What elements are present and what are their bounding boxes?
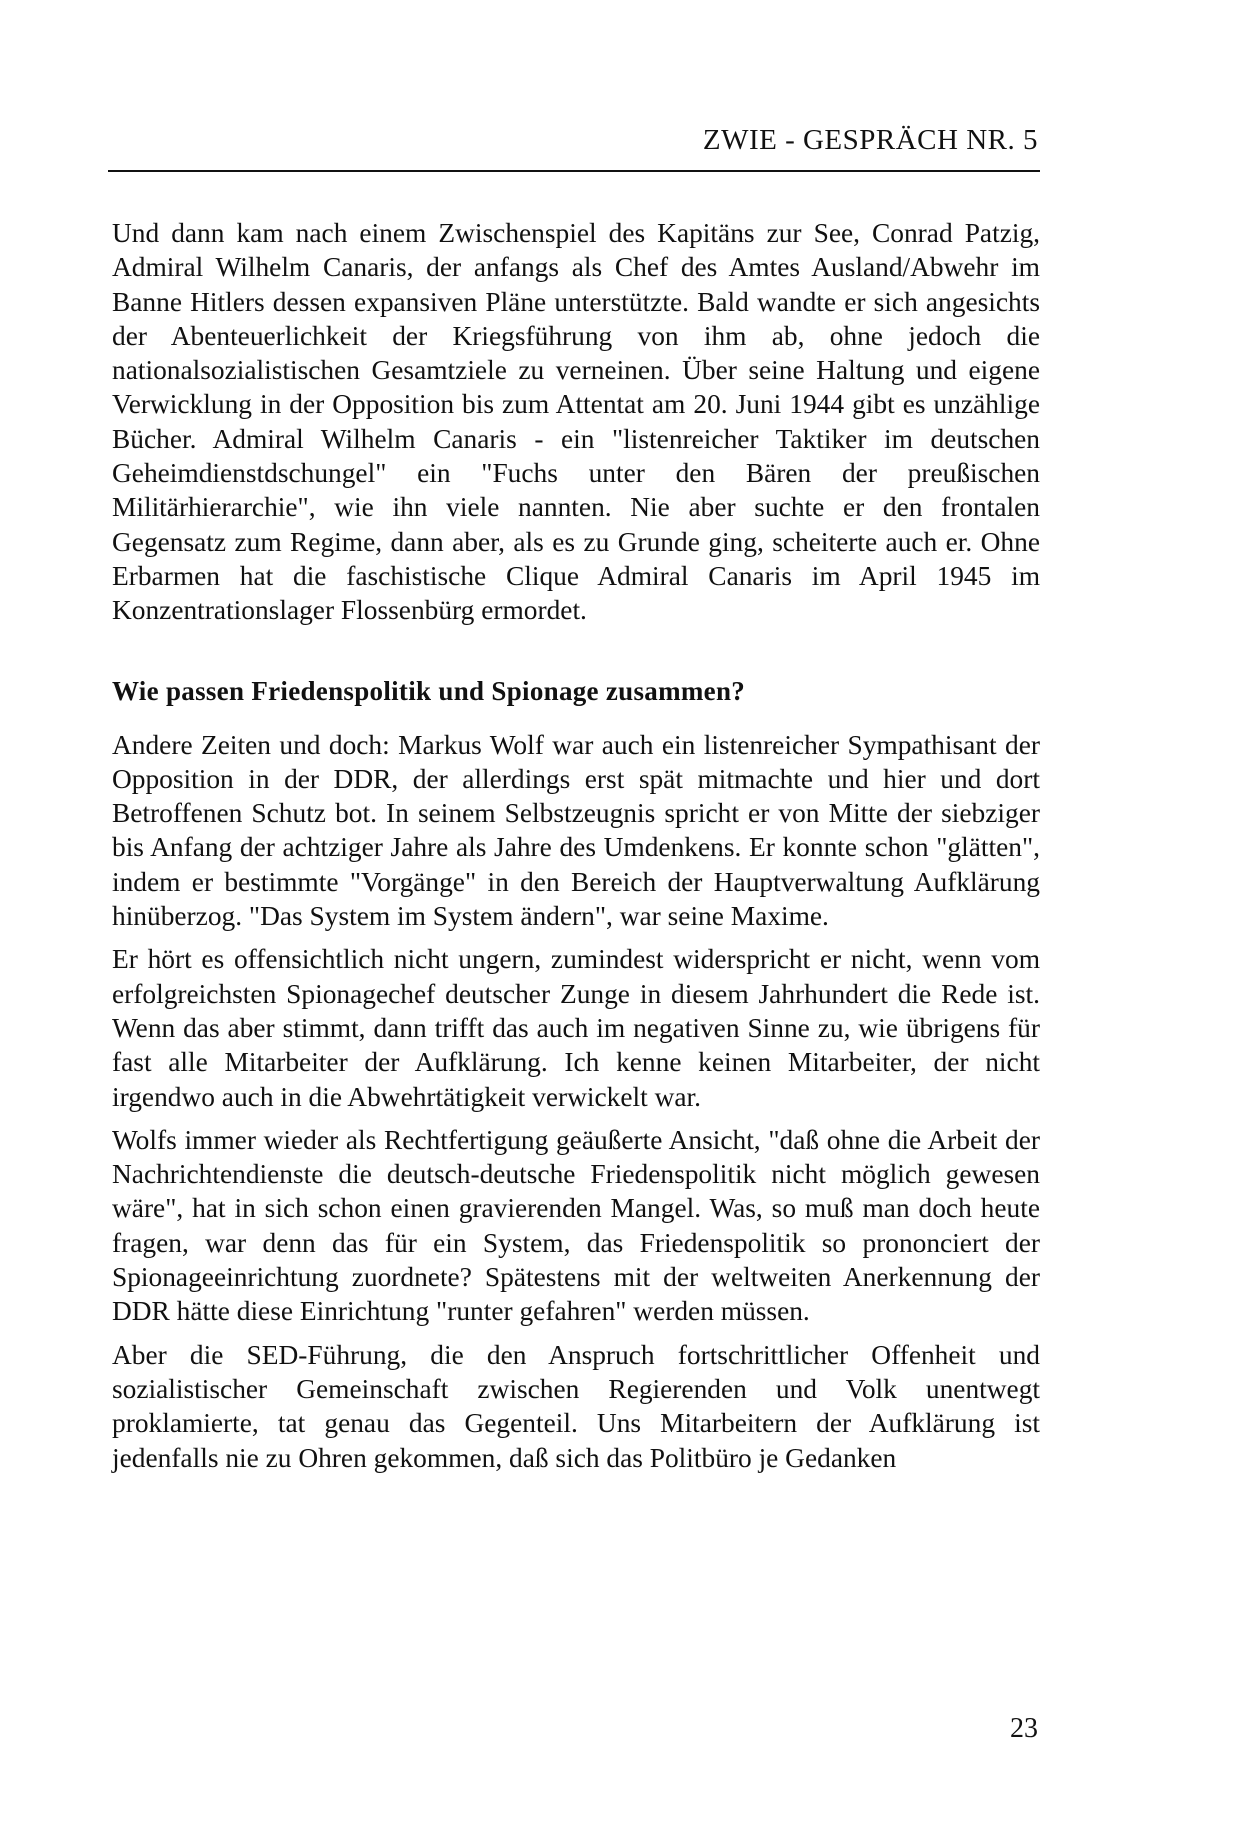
paragraph-markus-wolf: Andere Zeiten und doch: Markus Wolf war auch ein listenreicher Sympathisant der Opposition in der DDR, der allerdings erst spät mitmachte und hier und dort Betroffenen Schutz bot. In seinem Selbstzeugnis spricht er von Mitte der siebziger bis Anfang der achtziger Jahre als Jahre des Umdenkens. Er konnte schon "glätten", indem er bestimmte "Vorgänge" in den Bereich der Hauptverwaltung Aufklärung hinüberzog. "Das System im System ändern", war seine Maxime. [112,729,1040,932]
page-header [108,120,1040,172]
section-heading: Wie passen Friedenspolitik und Spionage zusammen? [112,675,746,706]
page-number: 23 [1010,1713,1038,1744]
page-content [112,216,1040,1484]
paragraph-canaris: Und dann kam nach einem Zwischenspiel des Kapitäns zur See, Conrad Patzig, Admiral Wilhelm Canaris, der anfangs als Chef des Amtes Ausland/Abwehr im Banne Hitlers dessen expansiven Pläne unterstützte. Bald wandte er sich angesichts der Abenteuerlichkeit der Kriegsführung von ihm ab, ohne jedoch die nationalsozialistischen Gesamtziele zu verneinen. Über seine Haltung und eigene Verwicklung in der Opposition bis zum Attentat am 20. Juni 1944 gibt es unzählige Bücher. Admiral Wilhelm Canaris - ein "listenreicher Taktiker im deutschen Geheimdienstdschungel" ein "Fuchs unter den Bären der preußischen Militärhierarchie", wie ihn viele nannten. Nie aber suchte er den frontalen Gegensatz zum Regime, dann aber, als es zu Grunde ging, scheiterte auch er. Ohne Erbarmen hat die faschistische Clique Admiral Canaris im April 1945 im Konzentrationslager Flossenbürg ermordet. [112,218,1040,626]
paragraph-spionagechef: Er hört es offensichtlich nicht ungern, zumindest widerspricht er nicht, wenn vom erfolgreichsten Spionagechef deutscher Zunge in diesem Jahrhundert die Rede ist. Wenn das aber stimmt, dann trifft das auch im negativen Sinne zu, wie übrigens für fast alle Mitarbeiter der Aufklärung. Ich kenne keinen Mitarbeiter, der nicht irgendwo auch in die Abwehrtätigkeit verwickelt war. [112,944,1040,1112]
paragraph-sed-fuehrung: Aber die SED-Führung, die den Anspruch fortschrittlicher Offenheit und sozialistischer Gemeinschaft zwischen Regierenden und Volk unentwegt proklamierte, tat genau das Gegenteil. Uns Mitarbeitern der Aufklärung ist jedenfalls nie zu Ohren gekommen, daß sich das Politbüro je Gedanken [112,1339,1040,1473]
paragraph-friedenspolitik: Wolfs immer wieder als Rechtfertigung geäußerte Ansicht, "daß ohne die Arbeit der Nachrichtendienste die deutsch-deutsche Friedenspolitik nicht möglich gewesen wäre", hat in sich schon einen gravierenden Mangel. Was, so muß man doch heute fragen, war denn das für ein System, das Friedenspolitik so prononciert der Spionageeinrichtung zuordnete? Spätestens mit der weltweiten Anerkennung der DDR hätte diese Einrichtung "runter gefahren" werden müssen. [112,1124,1040,1327]
header-rule [108,170,1040,172]
running-title: ZWIE - GESPRÄCH NR. 5 [702,124,1038,156]
